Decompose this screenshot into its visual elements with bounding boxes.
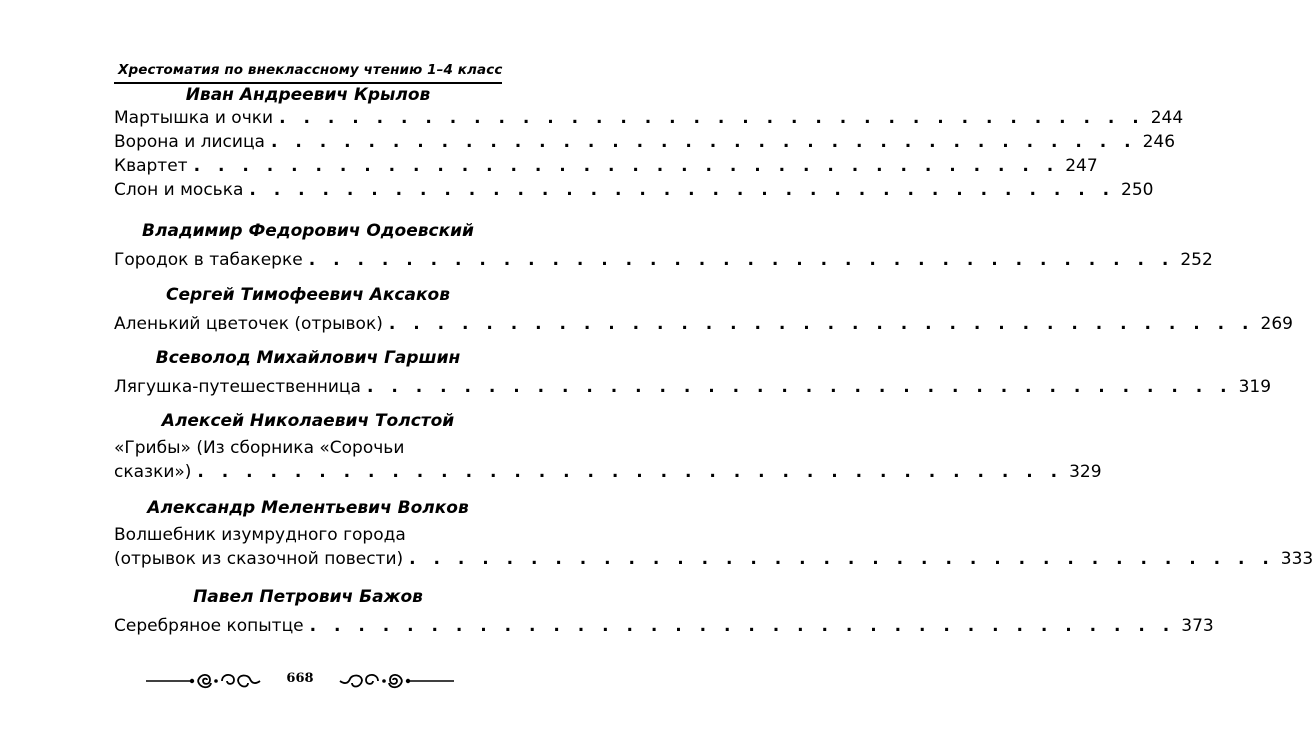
dot-leader: . . . . . . . . . . . . . . . . . . . . . . . . . . . . . . . . . . . . bbox=[366, 377, 1233, 397]
toc-entry[interactable] bbox=[114, 312, 1293, 336]
entry-page-number: 247 bbox=[1065, 156, 1098, 176]
entry-page-number: 244 bbox=[1150, 108, 1184, 128]
entry-page-number: 319 bbox=[1238, 377, 1272, 397]
toc-entry[interactable] bbox=[114, 547, 1313, 571]
toc-section-odoevsky bbox=[114, 220, 1213, 272]
dot-leader: . . . . . . . . . . . . . . . . . . . . . . . . . . . . . . . . . . . . bbox=[197, 462, 1064, 482]
author-heading: Владимир Федорович Одоевский bbox=[142, 221, 474, 241]
entry-title: Мартышка и очки bbox=[114, 108, 274, 128]
entry-title: Ворона и лисица bbox=[114, 132, 265, 152]
author-heading: Иван Андреевич Крылов bbox=[185, 85, 431, 105]
entry-page-number: 246 bbox=[1142, 132, 1176, 152]
entry-title: Квартет bbox=[114, 156, 188, 176]
dot-leader: . . . . . . . . . . . . . . . . . . . . . . . . . . . . . . . . . . . . bbox=[308, 250, 1175, 270]
page-number: 668 bbox=[286, 671, 314, 686]
entry-page-number: 373 bbox=[1181, 616, 1214, 636]
toc-entry[interactable] bbox=[114, 130, 1176, 154]
toc-entry[interactable] bbox=[114, 248, 1213, 272]
dot-leader: . . . . . . . . . . . . . . . . . . . . . . . . . . . . . . . . . . . . bbox=[193, 156, 1060, 176]
dot-leader: . . . . . . . . . . . . . . . . . . . . . . . . . . . . . . . . . . . . bbox=[409, 549, 1275, 569]
entry-page-number: 252 bbox=[1180, 250, 1213, 270]
author-heading: Александр Мелентьевич Волков bbox=[147, 498, 469, 518]
entry-title-line-1[interactable]: «Грибы» (Из сборника «Сорочьи bbox=[114, 438, 405, 458]
toc-entry[interactable] bbox=[114, 106, 1184, 130]
dot-leader: . . . . . . . . . . . . . . . . . . . . . . . . . . . . . . . . . . . . bbox=[309, 616, 1176, 636]
toc-entry[interactable] bbox=[114, 614, 1214, 638]
toc-section-aksakov bbox=[114, 284, 1293, 336]
toc-section-krylov bbox=[114, 84, 1184, 202]
entry-title: Аленький цветочек (отрывок) bbox=[114, 314, 383, 334]
entry-title-line-2: сказки») bbox=[114, 462, 192, 482]
toc-section-garshin bbox=[114, 347, 1272, 399]
entry-title: Серебряное копытце bbox=[114, 616, 304, 636]
toc-section-volkov bbox=[114, 497, 1313, 571]
dot-leader: . . . . . . . . . . . . . . . . . . . . . . . . . . . . . . . . . . . . bbox=[249, 180, 1116, 200]
toc-section-bazhov bbox=[114, 586, 1214, 638]
entry-page-number: 333 bbox=[1280, 549, 1313, 569]
toc-section-tolstoy bbox=[114, 410, 1102, 484]
left-ornament-icon bbox=[144, 668, 266, 694]
page-footer bbox=[0, 668, 600, 698]
entry-page-number: 250 bbox=[1121, 180, 1154, 200]
entry-title: Слон и моська bbox=[114, 180, 244, 200]
toc-entry[interactable] bbox=[114, 154, 1098, 178]
toc-entry[interactable] bbox=[114, 375, 1272, 399]
author-heading: Всеволод Михайлович Гаршин bbox=[155, 348, 461, 368]
entry-title-line-1[interactable]: Волшебник изумрудного города bbox=[114, 525, 406, 545]
entry-title-line-2: (отрывок из сказочной повести) bbox=[114, 549, 404, 569]
dot-leader: . . . . . . . . . . . . . . . . . . . . . . . . . . . . . . . . . . . . bbox=[270, 132, 1137, 152]
author-heading: Сергей Тимофеевич Аксаков bbox=[166, 285, 450, 305]
entry-title: Городок в табакерке bbox=[114, 250, 303, 270]
right-ornament-icon bbox=[334, 668, 456, 694]
author-heading: Алексей Николаевич Толстой bbox=[161, 411, 455, 431]
entry-page-number: 329 bbox=[1069, 462, 1102, 482]
dot-leader: . . . . . . . . . . . . . . . . . . . . . . . . . . . . . . . . . . . . bbox=[388, 314, 1255, 334]
dot-leader: . . . . . . . . . . . . . . . . . . . . . . . . . . . . . . . . . . . . bbox=[279, 108, 1145, 128]
entry-page-number: 269 bbox=[1260, 314, 1293, 334]
entry-title: Лягушка-путешественница bbox=[114, 377, 361, 397]
author-heading: Павел Петрович Бажов bbox=[193, 587, 423, 607]
toc-entry[interactable] bbox=[114, 178, 1154, 202]
toc-entry[interactable] bbox=[114, 460, 1102, 484]
running-head: Хрестоматия по внеклассному чтению 1–4 класс bbox=[118, 62, 503, 78]
